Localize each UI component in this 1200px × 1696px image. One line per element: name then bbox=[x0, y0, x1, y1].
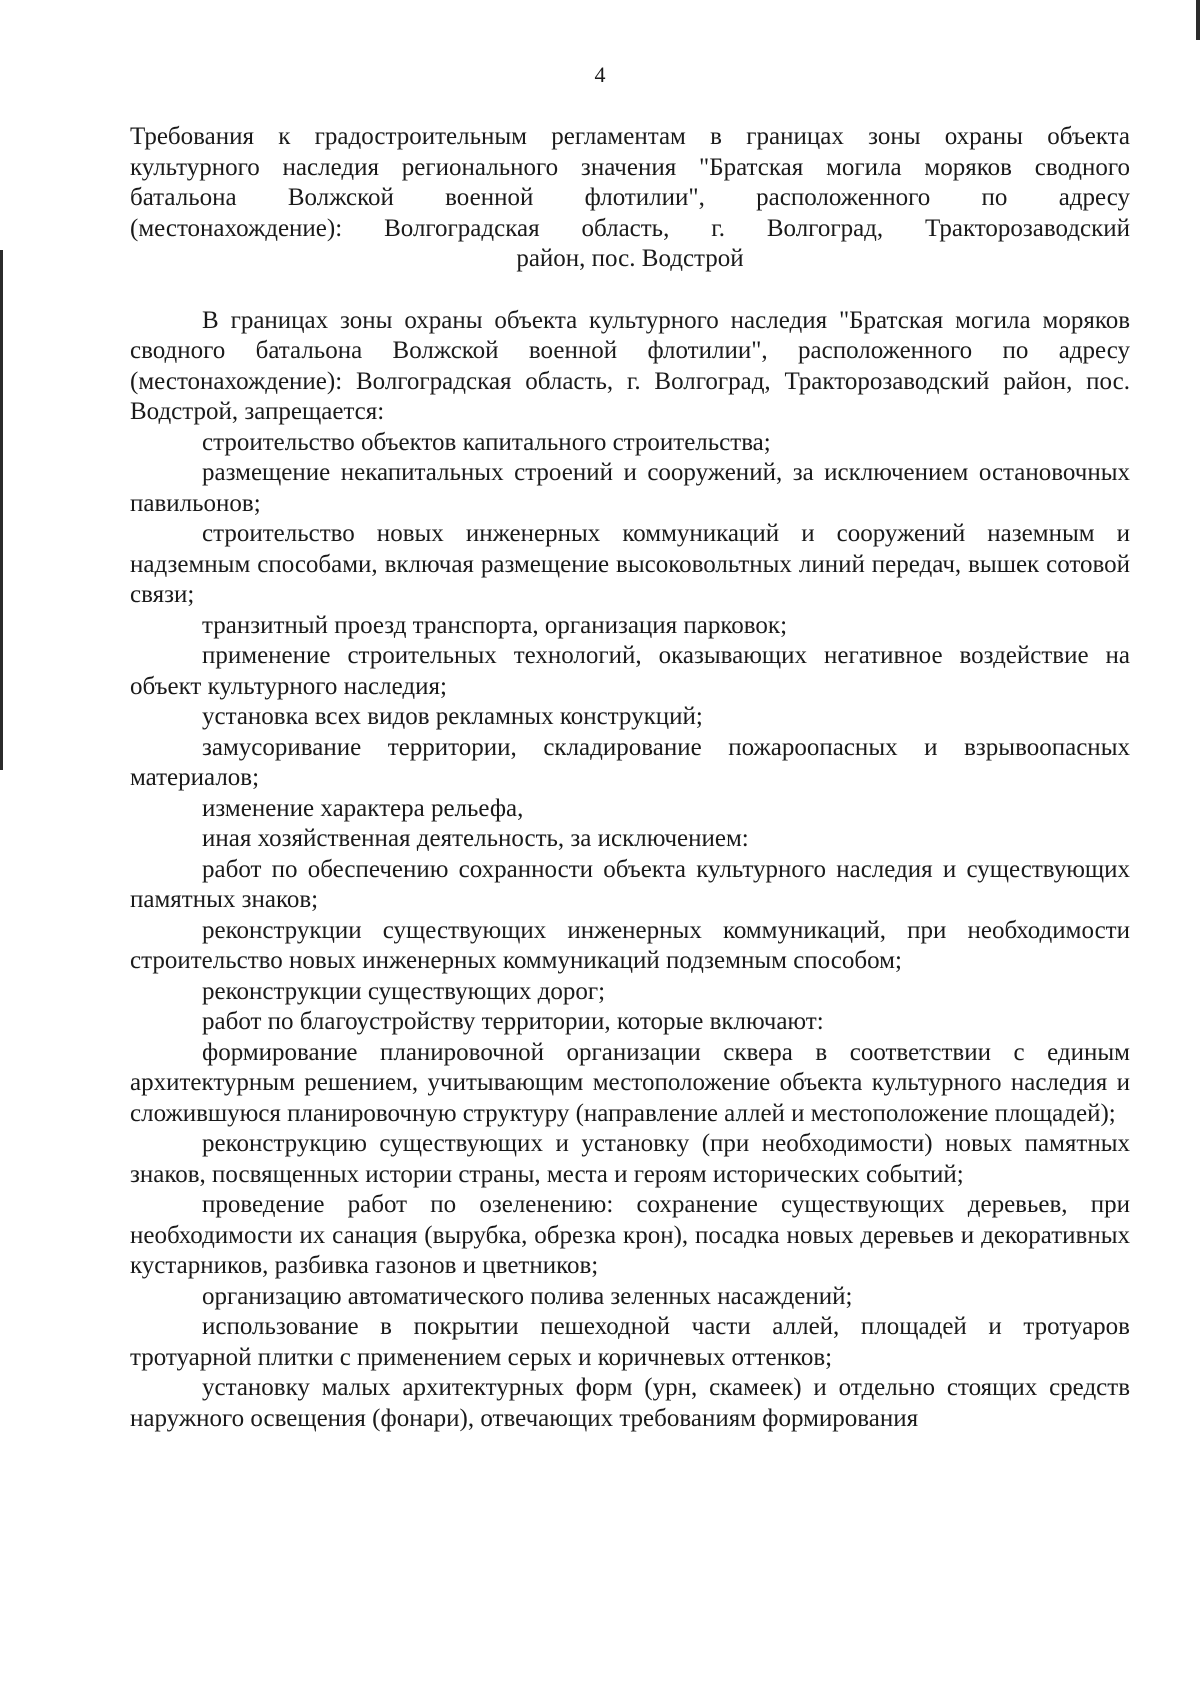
list-item: работ по благоустройству территории, которые включают: bbox=[202, 1008, 824, 1035]
scan-edge-left bbox=[0, 250, 3, 770]
list-item: установка всех видов рекламных конструкций; bbox=[202, 703, 703, 730]
heading-line: (местонахождение): Волгоградская область, г. Волгоград, Тракторозаводский bbox=[130, 214, 1130, 242]
list-item: замусоривание территории, складирование пожароопасных и взрывоопасных материалов; bbox=[130, 733, 1130, 791]
list-item: работ по обеспечению сохранности объекта культурного наследия и существующих памятных знаков; bbox=[130, 855, 1130, 913]
list-item: реконструкции существующих дорог; bbox=[202, 977, 606, 1005]
list-item: транзитный проезд транспорта, организация парковок; bbox=[202, 611, 788, 639]
spacer bbox=[130, 275, 1130, 306]
heading-line: культурного наследия регионального значения "Братская могила моряков сводного bbox=[130, 153, 1130, 181]
heading-line: батальона Волжской военной флотилии", расположенного по адресу bbox=[130, 184, 1130, 211]
heading-line: район, пос. Водстрой bbox=[516, 245, 744, 272]
page-number: 4 bbox=[594, 62, 606, 87]
list-item: использование в покрытии пешеходной части аллей, площадей и тротуаров тротуарной плитки с применением серых и коричневых оттенков; bbox=[130, 1313, 1130, 1371]
list-item: применение строительных технологий, оказывающих негативное воздействие на объект культурного наследия; bbox=[130, 642, 1130, 700]
list-item: формирование планировочной организации сквера в соответствии с единым архитектурным решением, учитывающим местоположение объекта культурного наследия и сложившуюся планировочную структуру (направление аллей и местоположение площадей); bbox=[130, 1038, 1130, 1127]
list-item: установку малых архитектурных форм (урн, скамеек) и отдельно стоящих средств наружного освещения (фонари), отвечающих требованиям формирования bbox=[130, 1374, 1130, 1432]
list-item: организацию автоматического полива зеленных насаждений; bbox=[202, 1282, 853, 1310]
list-item: строительство новых инженерных коммуникаций и сооружений наземным и надземным способами, включая размещение высоковольтных линий передач, вышек сотовой связи; bbox=[130, 520, 1130, 608]
heading-line: Требования к градостроительным регламентам в границах зоны охраны объекта bbox=[130, 123, 1130, 150]
document-body bbox=[130, 122, 1130, 1434]
scan-edge-right bbox=[1196, 0, 1200, 40]
list-item: иная хозяйственная деятельность, за исключением: bbox=[202, 825, 749, 852]
list-item: размещение некапитальных строений и сооружений, за исключением остановочных павильонов; bbox=[130, 459, 1130, 517]
list-item: изменение характера рельефа, bbox=[202, 794, 524, 822]
document-heading bbox=[130, 122, 1130, 275]
list-item: реконструкции существующих инженерных коммуникаций, при необходимости строительство новых инженерных коммуникаций подземным способом; bbox=[130, 916, 1130, 974]
list-item: реконструкцию существующих и установку (при необходимости) новых памятных знаков, посвященных истории страны, места и героям исторических событий; bbox=[130, 1130, 1130, 1188]
list-item: проведение работ по озеленению: сохранение существующих деревьев, при необходимости их санация (вырубка, обрезка крон), посадка новых деревьев и декоративных кустарников, разбивка газонов и цветников; bbox=[130, 1191, 1130, 1279]
intro-paragraph: В границах зоны охраны объекта культурного наследия "Братская могила моряков сводного батальона Волжской военной флотилии", расположенного по адресу (местонахождение): Волгоградская область, г. Волгоград, Тракторозаводский район, пос. Водстрой, запрещается: bbox=[130, 306, 1130, 425]
list-item: строительство объектов капитального строительства; bbox=[202, 428, 771, 456]
